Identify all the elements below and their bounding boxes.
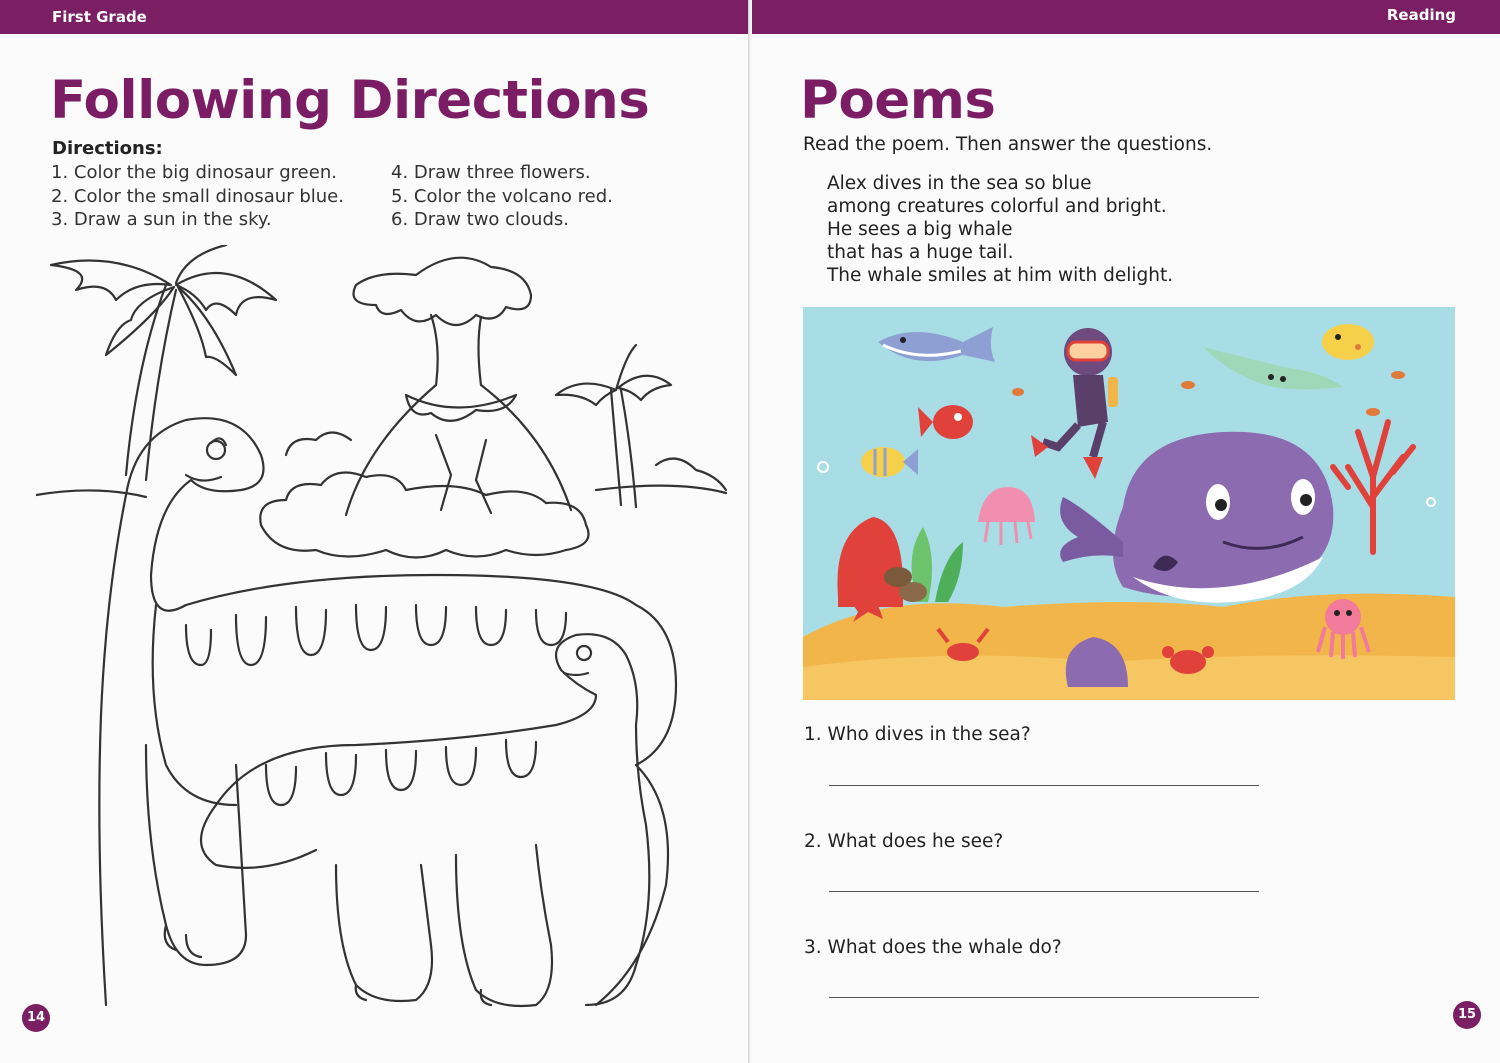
subject-label: Reading: [1386, 6, 1456, 24]
dinosaur-coloring-illustration: [36, 245, 736, 1025]
cloud-bank: [260, 473, 588, 558]
bush-left: [286, 433, 351, 456]
direction-item: 6. Draw two clouds.: [391, 209, 569, 230]
palm-tree-left-icon: [51, 245, 276, 480]
question-2: 2. What does he see?: [804, 831, 1004, 852]
page-number-left: 14: [22, 1004, 50, 1032]
header-bar-left: [0, 0, 750, 34]
right-page: [752, 0, 1500, 1063]
poem-line: He sees a big whale: [827, 219, 1013, 240]
ground-line-right: [596, 486, 726, 493]
volcano-icon: [346, 258, 571, 515]
question-1: 1. Who dives in the sea?: [804, 724, 1031, 745]
page-title-poems: Poems: [800, 70, 996, 131]
directions-list-col2: [391, 161, 613, 232]
page-number-right: 15: [1453, 1001, 1481, 1029]
puffer-fish-icon: [1322, 324, 1374, 360]
direction-item: 4. Draw three flowers.: [391, 162, 591, 183]
palm-tree-right-icon: [556, 345, 671, 507]
page-title-following-directions: Following Directions: [50, 70, 650, 131]
small-dinosaur-icon: [201, 634, 649, 1006]
poem-line: among creatures colorful and bright.: [827, 196, 1167, 217]
poem-line: Alex dives in the sea so blue: [827, 173, 1092, 194]
direction-item: 5. Color the volcano red.: [391, 185, 613, 207]
poem-instruction: Read the poem. Then answer the questions.: [803, 134, 1213, 155]
answer-line-2[interactable]: [829, 891, 1259, 892]
grade-label: First Grade: [52, 8, 147, 26]
direction-item: 3. Draw a sun in the sky.: [51, 209, 272, 230]
answer-line-1[interactable]: [829, 785, 1259, 786]
direction-item: 1. Color the big dinosaur green.: [51, 162, 337, 183]
directions-list-col1: [51, 161, 344, 232]
poem-line: that has a huge tail.: [827, 242, 1014, 263]
small-fish-icon: [1181, 381, 1195, 389]
header-bar-right: [752, 0, 1500, 34]
question-3: 3. What does the whale do?: [804, 937, 1062, 958]
directions-heading: Directions:: [52, 138, 163, 159]
direction-item: 2. Color the small dinosaur blue.: [51, 185, 344, 207]
answer-line-3[interactable]: [829, 997, 1259, 998]
ocean-scene-illustration: [803, 307, 1455, 700]
poem-text: [827, 172, 1173, 287]
poem-line: The whale smiles at him with delight.: [827, 265, 1174, 286]
big-dinosaur-icon: [99, 418, 676, 1005]
ground-line-left: [36, 490, 146, 497]
